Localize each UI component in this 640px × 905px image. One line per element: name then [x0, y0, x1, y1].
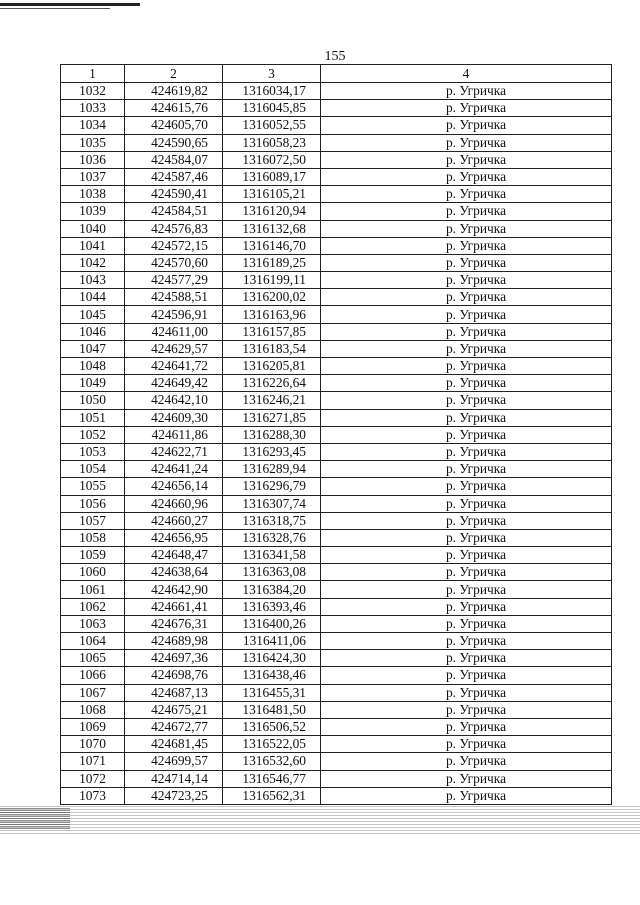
point-number-cell: 1059 — [61, 547, 125, 564]
y-coordinate-cell: 1316424,30 — [223, 650, 321, 667]
point-number-cell: 1047 — [61, 340, 125, 357]
table-row — [61, 306, 612, 323]
x-coordinate-cell: 424588,51 — [125, 289, 223, 306]
object-name-cell: р. Угричка — [321, 272, 612, 289]
scan-artifact-bottom — [0, 806, 640, 834]
table-row — [61, 272, 612, 289]
x-coordinate-cell: 424689,98 — [125, 633, 223, 650]
y-coordinate-cell: 1316120,94 — [223, 203, 321, 220]
x-coordinate-cell: 424570,60 — [125, 254, 223, 271]
y-coordinate-cell: 1316532,60 — [223, 753, 321, 770]
point-number-cell: 1041 — [61, 237, 125, 254]
point-number-cell: 1053 — [61, 443, 125, 460]
object-name-cell: р. Угричка — [321, 547, 612, 564]
point-number-cell: 1040 — [61, 220, 125, 237]
table-row — [61, 787, 612, 804]
x-coordinate-cell: 424672,77 — [125, 718, 223, 735]
object-name-cell: р. Угричка — [321, 168, 612, 185]
x-coordinate-cell: 424584,51 — [125, 203, 223, 220]
object-name-cell: р. Угричка — [321, 392, 612, 409]
object-name-cell: р. Угричка — [321, 443, 612, 460]
table-body — [61, 83, 612, 805]
y-coordinate-cell: 1316157,85 — [223, 323, 321, 340]
y-coordinate-cell: 1316205,81 — [223, 358, 321, 375]
x-coordinate-cell: 424641,72 — [125, 358, 223, 375]
point-number-cell: 1072 — [61, 770, 125, 787]
point-number-cell: 1057 — [61, 512, 125, 529]
y-coordinate-cell: 1316132,68 — [223, 220, 321, 237]
table-row — [61, 736, 612, 753]
object-name-cell: р. Угричка — [321, 237, 612, 254]
y-coordinate-cell: 1316288,30 — [223, 426, 321, 443]
table-row — [61, 478, 612, 495]
point-number-cell: 1052 — [61, 426, 125, 443]
x-coordinate-cell: 424584,07 — [125, 151, 223, 168]
point-number-cell: 1036 — [61, 151, 125, 168]
point-number-cell: 1069 — [61, 718, 125, 735]
point-number-cell: 1063 — [61, 615, 125, 632]
x-coordinate-cell: 424656,14 — [125, 478, 223, 495]
point-number-cell: 1034 — [61, 117, 125, 134]
y-coordinate-cell: 1316522,05 — [223, 736, 321, 753]
x-coordinate-cell: 424687,13 — [125, 684, 223, 701]
point-number-cell: 1045 — [61, 306, 125, 323]
table-header-row — [61, 65, 612, 83]
x-coordinate-cell: 424656,95 — [125, 529, 223, 546]
x-coordinate-cell: 424609,30 — [125, 409, 223, 426]
y-coordinate-cell: 1316146,70 — [223, 237, 321, 254]
y-coordinate-cell: 1316246,21 — [223, 392, 321, 409]
x-coordinate-cell: 424572,15 — [125, 237, 223, 254]
x-coordinate-cell: 424648,47 — [125, 547, 223, 564]
point-number-cell: 1054 — [61, 461, 125, 478]
point-number-cell: 1071 — [61, 753, 125, 770]
object-name-cell: р. Угричка — [321, 615, 612, 632]
x-coordinate-cell: 424615,76 — [125, 100, 223, 117]
object-name-cell: р. Угричка — [321, 426, 612, 443]
object-name-cell: р. Угричка — [321, 529, 612, 546]
object-name-cell: р. Угричка — [321, 134, 612, 151]
object-name-cell: р. Угричка — [321, 667, 612, 684]
object-name-cell: р. Угричка — [321, 151, 612, 168]
object-name-cell: р. Угричка — [321, 495, 612, 512]
point-number-cell: 1039 — [61, 203, 125, 220]
object-name-cell: р. Угричка — [321, 718, 612, 735]
x-coordinate-cell: 424642,90 — [125, 581, 223, 598]
object-name-cell: р. Угричка — [321, 478, 612, 495]
point-number-cell: 1064 — [61, 633, 125, 650]
y-coordinate-cell: 1316506,52 — [223, 718, 321, 735]
x-coordinate-cell: 424697,36 — [125, 650, 223, 667]
scan-artifact-top — [0, 3, 140, 6]
point-number-cell: 1032 — [61, 83, 125, 100]
object-name-cell: р. Угричка — [321, 701, 612, 718]
table-row — [61, 289, 612, 306]
object-name-cell: р. Угричка — [321, 186, 612, 203]
y-coordinate-cell: 1316271,85 — [223, 409, 321, 426]
table-row — [61, 461, 612, 478]
point-number-cell: 1038 — [61, 186, 125, 203]
y-coordinate-cell: 1316328,76 — [223, 529, 321, 546]
table-row — [61, 358, 612, 375]
table-row — [61, 83, 612, 100]
point-number-cell: 1037 — [61, 168, 125, 185]
table-row — [61, 633, 612, 650]
y-coordinate-cell: 1316163,96 — [223, 306, 321, 323]
table-row — [61, 134, 612, 151]
object-name-cell: р. Угричка — [321, 512, 612, 529]
point-number-cell: 1035 — [61, 134, 125, 151]
table-row — [61, 615, 612, 632]
object-name-cell: р. Угричка — [321, 770, 612, 787]
table-row — [61, 512, 612, 529]
x-coordinate-cell: 424649,42 — [125, 375, 223, 392]
object-name-cell: р. Угричка — [321, 409, 612, 426]
x-coordinate-cell: 424590,65 — [125, 134, 223, 151]
table-row — [61, 186, 612, 203]
header-col-4: 4 — [321, 65, 612, 83]
object-name-cell: р. Угричка — [321, 254, 612, 271]
y-coordinate-cell: 1316045,85 — [223, 100, 321, 117]
object-name-cell: р. Угричка — [321, 684, 612, 701]
point-number-cell: 1056 — [61, 495, 125, 512]
y-coordinate-cell: 1316199,11 — [223, 272, 321, 289]
table-row — [61, 426, 612, 443]
x-coordinate-cell: 424699,57 — [125, 753, 223, 770]
x-coordinate-cell: 424596,91 — [125, 306, 223, 323]
object-name-cell: р. Угричка — [321, 581, 612, 598]
coordinates-table — [60, 64, 612, 805]
page-number: 155 — [324, 49, 346, 64]
y-coordinate-cell: 1316226,64 — [223, 375, 321, 392]
point-number-cell: 1055 — [61, 478, 125, 495]
table-row — [61, 100, 612, 117]
table-row — [61, 684, 612, 701]
table-row — [61, 770, 612, 787]
table-row — [61, 323, 612, 340]
object-name-cell: р. Угричка — [321, 358, 612, 375]
y-coordinate-cell: 1316562,31 — [223, 787, 321, 804]
point-number-cell: 1073 — [61, 787, 125, 804]
point-number-cell: 1033 — [61, 100, 125, 117]
y-coordinate-cell: 1316289,94 — [223, 461, 321, 478]
y-coordinate-cell: 1316293,45 — [223, 443, 321, 460]
y-coordinate-cell: 1316072,50 — [223, 151, 321, 168]
header-col-2: 2 — [125, 65, 223, 83]
table-row — [61, 340, 612, 357]
y-coordinate-cell: 1316183,54 — [223, 340, 321, 357]
table-row — [61, 547, 612, 564]
object-name-cell: р. Угричка — [321, 787, 612, 804]
y-coordinate-cell: 1316318,75 — [223, 512, 321, 529]
table-row — [61, 168, 612, 185]
table-row — [61, 529, 612, 546]
x-coordinate-cell: 424576,83 — [125, 220, 223, 237]
x-coordinate-cell: 424622,71 — [125, 443, 223, 460]
y-coordinate-cell: 1316105,21 — [223, 186, 321, 203]
point-number-cell: 1068 — [61, 701, 125, 718]
table-row — [61, 443, 612, 460]
y-coordinate-cell: 1316034,17 — [223, 83, 321, 100]
y-coordinate-cell: 1316546,77 — [223, 770, 321, 787]
y-coordinate-cell: 1316481,50 — [223, 701, 321, 718]
y-coordinate-cell: 1316341,58 — [223, 547, 321, 564]
object-name-cell: р. Угричка — [321, 306, 612, 323]
x-coordinate-cell: 424611,00 — [125, 323, 223, 340]
object-name-cell: р. Угричка — [321, 289, 612, 306]
table-row — [61, 718, 612, 735]
object-name-cell: р. Угричка — [321, 753, 612, 770]
table-row — [61, 220, 612, 237]
y-coordinate-cell: 1316393,46 — [223, 598, 321, 615]
table-row — [61, 392, 612, 409]
point-number-cell: 1058 — [61, 529, 125, 546]
y-coordinate-cell: 1316058,23 — [223, 134, 321, 151]
x-coordinate-cell: 424590,41 — [125, 186, 223, 203]
scan-artifact-top-line — [0, 8, 110, 9]
object-name-cell: р. Угричка — [321, 650, 612, 667]
point-number-cell: 1046 — [61, 323, 125, 340]
table-row — [61, 650, 612, 667]
point-number-cell: 1065 — [61, 650, 125, 667]
point-number-cell: 1049 — [61, 375, 125, 392]
header-col-1: 1 — [61, 65, 125, 83]
x-coordinate-cell: 424641,24 — [125, 461, 223, 478]
x-coordinate-cell: 424638,64 — [125, 564, 223, 581]
x-coordinate-cell: 424675,21 — [125, 701, 223, 718]
point-number-cell: 1051 — [61, 409, 125, 426]
x-coordinate-cell: 424661,41 — [125, 598, 223, 615]
y-coordinate-cell: 1316052,55 — [223, 117, 321, 134]
scan-artifact-bottom-left — [0, 808, 70, 830]
x-coordinate-cell: 424714,14 — [125, 770, 223, 787]
x-coordinate-cell: 424577,29 — [125, 272, 223, 289]
x-coordinate-cell: 424681,45 — [125, 736, 223, 753]
point-number-cell: 1062 — [61, 598, 125, 615]
y-coordinate-cell: 1316411,06 — [223, 633, 321, 650]
object-name-cell: р. Угричка — [321, 203, 612, 220]
y-coordinate-cell: 1316384,20 — [223, 581, 321, 598]
y-coordinate-cell: 1316307,74 — [223, 495, 321, 512]
table-row — [61, 701, 612, 718]
table-row — [61, 254, 612, 271]
table-row — [61, 581, 612, 598]
object-name-cell: р. Угричка — [321, 220, 612, 237]
table-row — [61, 409, 612, 426]
table-row — [61, 237, 612, 254]
x-coordinate-cell: 424619,82 — [125, 83, 223, 100]
table-row — [61, 203, 612, 220]
table-row — [61, 598, 612, 615]
point-number-cell: 1044 — [61, 289, 125, 306]
object-name-cell: р. Угричка — [321, 375, 612, 392]
y-coordinate-cell: 1316438,46 — [223, 667, 321, 684]
table-row — [61, 375, 612, 392]
y-coordinate-cell: 1316455,31 — [223, 684, 321, 701]
object-name-cell: р. Угричка — [321, 100, 612, 117]
point-number-cell: 1050 — [61, 392, 125, 409]
y-coordinate-cell: 1316089,17 — [223, 168, 321, 185]
y-coordinate-cell: 1316400,26 — [223, 615, 321, 632]
x-coordinate-cell: 424660,27 — [125, 512, 223, 529]
object-name-cell: р. Угричка — [321, 736, 612, 753]
point-number-cell: 1070 — [61, 736, 125, 753]
x-coordinate-cell: 424642,10 — [125, 392, 223, 409]
x-coordinate-cell: 424611,86 — [125, 426, 223, 443]
table-row — [61, 495, 612, 512]
object-name-cell: р. Угричка — [321, 323, 612, 340]
object-name-cell: р. Угричка — [321, 117, 612, 134]
object-name-cell: р. Угричка — [321, 564, 612, 581]
x-coordinate-cell: 424587,46 — [125, 168, 223, 185]
x-coordinate-cell: 424698,76 — [125, 667, 223, 684]
table-row — [61, 564, 612, 581]
x-coordinate-cell: 424676,31 — [125, 615, 223, 632]
object-name-cell: р. Угричка — [321, 598, 612, 615]
object-name-cell: р. Угричка — [321, 461, 612, 478]
object-name-cell: р. Угричка — [321, 83, 612, 100]
x-coordinate-cell: 424629,57 — [125, 340, 223, 357]
table-row — [61, 753, 612, 770]
y-coordinate-cell: 1316296,79 — [223, 478, 321, 495]
y-coordinate-cell: 1316200,02 — [223, 289, 321, 306]
object-name-cell: р. Угричка — [321, 340, 612, 357]
y-coordinate-cell: 1316363,08 — [223, 564, 321, 581]
table-row — [61, 117, 612, 134]
point-number-cell: 1066 — [61, 667, 125, 684]
point-number-cell: 1060 — [61, 564, 125, 581]
table-row — [61, 151, 612, 168]
x-coordinate-cell: 424660,96 — [125, 495, 223, 512]
object-name-cell: р. Угричка — [321, 633, 612, 650]
point-number-cell: 1067 — [61, 684, 125, 701]
point-number-cell: 1048 — [61, 358, 125, 375]
header-col-3: 3 — [223, 65, 321, 83]
x-coordinate-cell: 424723,25 — [125, 787, 223, 804]
table-row — [61, 667, 612, 684]
point-number-cell: 1043 — [61, 272, 125, 289]
point-number-cell: 1061 — [61, 581, 125, 598]
x-coordinate-cell: 424605,70 — [125, 117, 223, 134]
y-coordinate-cell: 1316189,25 — [223, 254, 321, 271]
point-number-cell: 1042 — [61, 254, 125, 271]
